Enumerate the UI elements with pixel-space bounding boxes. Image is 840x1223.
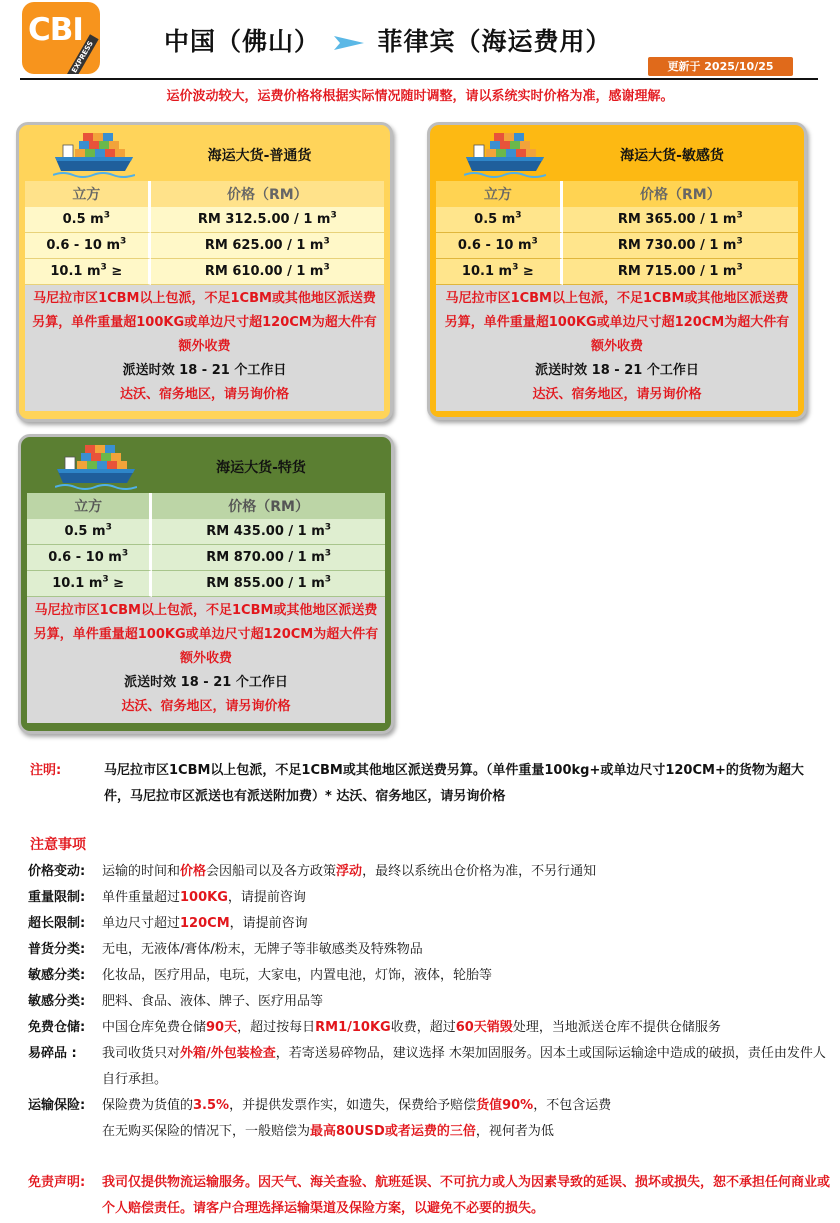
price-cell: RM 870.00 / 1 $m^3$ bbox=[152, 545, 385, 571]
volume-cell: 0.5 $m^3$ bbox=[436, 207, 563, 233]
notice-rules bbox=[28, 859, 828, 1145]
volume-cell: 0.5 $m^3$ bbox=[27, 519, 152, 545]
price-cell: RM 730.00 / 1 $m^3$ bbox=[563, 233, 798, 259]
price-row bbox=[25, 233, 384, 259]
delivery-note: 马尼拉市区1CBM以上包派，不足1CBM或其他地区派送费另算，单件重量超100KG或单边尺寸超120CM为超大件有额外收费 bbox=[444, 291, 790, 354]
card-notes bbox=[436, 285, 798, 411]
rule-text: 单件重量超过 bbox=[102, 890, 181, 905]
rule-text: 肥料、食品、液体、牌子、医疗用品等 bbox=[102, 994, 324, 1009]
disclaimer-text: 我司仅提供物流运输服务。因天气、海关查验、航班延误、不可抗力或人为因素导致的延误、损坏或损失，恕不承担任何商业或个人赔偿责任。请客户合理选择运输渠道及保险方案，以避免不必要的损失。 bbox=[102, 1175, 831, 1216]
volume-cell: 0.6 - 10 $m^3$ bbox=[25, 233, 151, 259]
rule-text: 保险费为货值的 bbox=[102, 1098, 194, 1113]
card-sensitive-cargo bbox=[427, 122, 807, 420]
header-divider bbox=[20, 78, 818, 80]
delivery-time: 派送时效 18 - 21 个工作日 bbox=[124, 675, 288, 690]
notice-rule bbox=[28, 885, 828, 911]
remark-text: 马尼拉市区1CBM以上包派，不足1CBM或其他地区派送费另算。（单件重量100kg+或单边尺寸120CM+的货物为超大件，马尼拉市区派送也有派送附加费）* 达沃、宿务地区，请另询价格 bbox=[104, 763, 804, 804]
remark-label: 注明: bbox=[30, 763, 62, 778]
volume-cell: 0.6 - 10 $m^3$ bbox=[436, 233, 563, 259]
rule-text: ，视何者为低 bbox=[475, 1124, 554, 1139]
delivery-note: 马尼拉市区1CBM以上包派，不足1CBM或其他地区派送费另算，单件重量超100KG或单边尺寸超120CM为超大件有额外收费 bbox=[33, 603, 379, 666]
col-volume-header: 立方 bbox=[27, 493, 152, 519]
rule-highlight: 外箱/外包装检查 bbox=[180, 1046, 276, 1061]
rule-text: ，超过按每日 bbox=[237, 1020, 316, 1035]
delivery-note: 马尼拉市区1CBM以上包派，不足1CBM或其他地区派送费另算，单件重量超100KG或单边尺寸超120CM为超大件有额外收费 bbox=[32, 291, 377, 354]
price-table bbox=[436, 181, 798, 285]
price-row bbox=[436, 207, 798, 233]
price-table bbox=[25, 181, 384, 285]
notice-rule bbox=[28, 911, 828, 937]
delivery-time: 派送时效 18 - 21 个工作日 bbox=[122, 363, 287, 378]
price-row bbox=[27, 545, 385, 571]
col-price-header: 价格（RM） bbox=[563, 181, 798, 207]
rule-label: 普货分类: bbox=[28, 942, 86, 957]
rule-text: 中国仓库免费仓储 bbox=[102, 1020, 207, 1035]
price-row bbox=[436, 259, 798, 285]
title-origin: 中国（佛山） bbox=[164, 27, 321, 56]
rule-text: ，不包含运费 bbox=[533, 1098, 612, 1113]
rule-text: 在无购买保险的情况下，一般赔偿为 bbox=[102, 1124, 311, 1139]
rule-label: 免费仓储: bbox=[28, 1020, 86, 1035]
card-title: 海运大货-敏感货 bbox=[620, 148, 724, 164]
rule-text: 化妆品，医疗用品，电玩，大家电，内置电池，灯饰，液体，轮胎等 bbox=[102, 968, 493, 983]
price-row bbox=[436, 233, 798, 259]
price-cell: RM 625.00 / 1 $m^3$ bbox=[151, 233, 384, 259]
card-title: 海运大货-普通货 bbox=[207, 148, 312, 164]
rule-highlight: 浮动 bbox=[336, 864, 363, 879]
region-inquiry: 达沃、宿务地区，请另询价格 bbox=[119, 387, 289, 402]
volume-cell: 0.5 $m^3$ bbox=[25, 207, 151, 233]
price-row bbox=[27, 571, 385, 597]
col-price-header: 价格（RM） bbox=[152, 493, 385, 519]
plane-arrow-icon bbox=[334, 34, 364, 52]
notice-rule bbox=[28, 1041, 828, 1093]
price-row bbox=[27, 519, 385, 545]
rule-text: ，最终以系统出仓价格为准，不另行通知 bbox=[362, 864, 597, 879]
notice-rule bbox=[28, 1119, 828, 1145]
notice-rule bbox=[28, 937, 828, 963]
rule-label: 敏感分类: bbox=[28, 968, 86, 983]
card-notes bbox=[25, 285, 384, 411]
rule-label: 易碎品 : bbox=[28, 1046, 77, 1061]
notice-title: 注意事项 bbox=[30, 837, 86, 853]
rule-text: 我司收货只对 bbox=[102, 1046, 181, 1061]
logo-sub: EXPRESS bbox=[66, 34, 98, 74]
col-volume-header: 立方 bbox=[436, 181, 563, 207]
notice-rule bbox=[28, 989, 828, 1015]
price-row bbox=[25, 207, 384, 233]
rule-text: 运输的时间和 bbox=[102, 864, 181, 879]
rule-text: ，并提供发票作实，如遗失，保费给予赔偿 bbox=[229, 1098, 477, 1113]
notice-rule bbox=[28, 963, 828, 989]
rule-highlight: 3.5% bbox=[193, 1098, 230, 1113]
volume-cell: 10.1 $m^3$ ≥ bbox=[436, 259, 563, 285]
price-cell: RM 365.00 / 1 $m^3$ bbox=[563, 207, 798, 233]
region-inquiry: 达沃、宿务地区，请另询价格 bbox=[532, 387, 702, 402]
rule-text: ，若寄送易碎物品，建议选择 木架加固服务。因本土或国际运输途中造成的破损，责任由发件人自行承担。 bbox=[102, 1046, 826, 1087]
rule-highlight: 100KG bbox=[180, 890, 228, 905]
rule-text: 收费，超过 bbox=[390, 1020, 456, 1035]
price-cell: RM 855.00 / 1 $m^3$ bbox=[152, 571, 385, 597]
rule-label: 价格变动: bbox=[28, 864, 86, 879]
disclaimer-label: 免责声明: bbox=[28, 1175, 86, 1190]
price-row bbox=[25, 259, 384, 285]
rule-label: 运输保险: bbox=[28, 1098, 86, 1113]
cargo-ship-icon bbox=[464, 131, 546, 179]
cbi-logo bbox=[22, 2, 100, 74]
volume-cell: 10.1 $m^3$ ≥ bbox=[27, 571, 152, 597]
rule-highlight: 90天 bbox=[206, 1020, 238, 1035]
rule-highlight: 60天销毁 bbox=[455, 1020, 513, 1035]
rule-label: 重量限制: bbox=[28, 890, 86, 905]
price-table bbox=[27, 493, 385, 597]
rule-text: ，请提前咨询 bbox=[227, 890, 306, 905]
rule-highlight: RM1/10KG bbox=[315, 1020, 391, 1035]
price-cell: RM 715.00 / 1 $m^3$ bbox=[563, 259, 798, 285]
price-cell: RM 312.5.00 / 1 $m^3$ bbox=[151, 207, 384, 233]
rule-label: 超长限制: bbox=[28, 916, 86, 931]
rule-highlight: 货值90% bbox=[476, 1098, 534, 1113]
rule-highlight: 120CM bbox=[180, 916, 230, 931]
rule-text: 单边尺寸超过 bbox=[102, 916, 181, 931]
card-notes bbox=[27, 597, 385, 723]
logo-text: CBI bbox=[28, 12, 83, 48]
price-warning: 运价波动较大，运费价格将根据实际情况随时调整，请以系统实时价格为准，感谢理解。 bbox=[166, 89, 674, 104]
cargo-ship-icon bbox=[55, 443, 137, 491]
rule-label: 敏感分类: bbox=[28, 994, 86, 1009]
col-volume-header: 立方 bbox=[25, 181, 151, 207]
col-price-header: 价格（RM） bbox=[151, 181, 384, 207]
card-general-cargo bbox=[16, 122, 393, 422]
rule-text: 处理，当地派送仓库不提供仓储服务 bbox=[512, 1020, 721, 1035]
rule-text: 会因船司以及各方政策 bbox=[206, 864, 337, 879]
region-inquiry: 达沃、宿务地区，请另询价格 bbox=[121, 699, 291, 714]
rule-text: ，请提前咨询 bbox=[229, 916, 308, 931]
price-cell: RM 435.00 / 1 $m^3$ bbox=[152, 519, 385, 545]
rule-highlight: 最高80USD或者运费的三倍 bbox=[310, 1124, 476, 1139]
volume-cell: 0.6 - 10 $m^3$ bbox=[27, 545, 152, 571]
title-destination: 菲律宾（海运费用） bbox=[377, 27, 612, 56]
updated-badge: 更新于 2025/10/25 bbox=[648, 57, 793, 76]
notice-rule bbox=[28, 859, 828, 885]
page-title bbox=[164, 22, 611, 58]
notice-rule bbox=[28, 1093, 828, 1119]
notice-rule bbox=[28, 1015, 828, 1041]
price-cell: RM 610.00 / 1 $m^3$ bbox=[151, 259, 384, 285]
rule-text: 无电，无液体/膏体/粉末，无牌子等非敏感类及特殊物品 bbox=[102, 942, 423, 957]
volume-cell: 10.1 $m^3$ ≥ bbox=[25, 259, 151, 285]
card-special-cargo bbox=[18, 434, 394, 734]
delivery-time: 派送时效 18 - 21 个工作日 bbox=[535, 363, 699, 378]
cargo-ship-icon bbox=[53, 131, 135, 179]
card-title: 海运大货-特货 bbox=[216, 460, 306, 476]
rule-highlight: 价格 bbox=[180, 864, 207, 879]
